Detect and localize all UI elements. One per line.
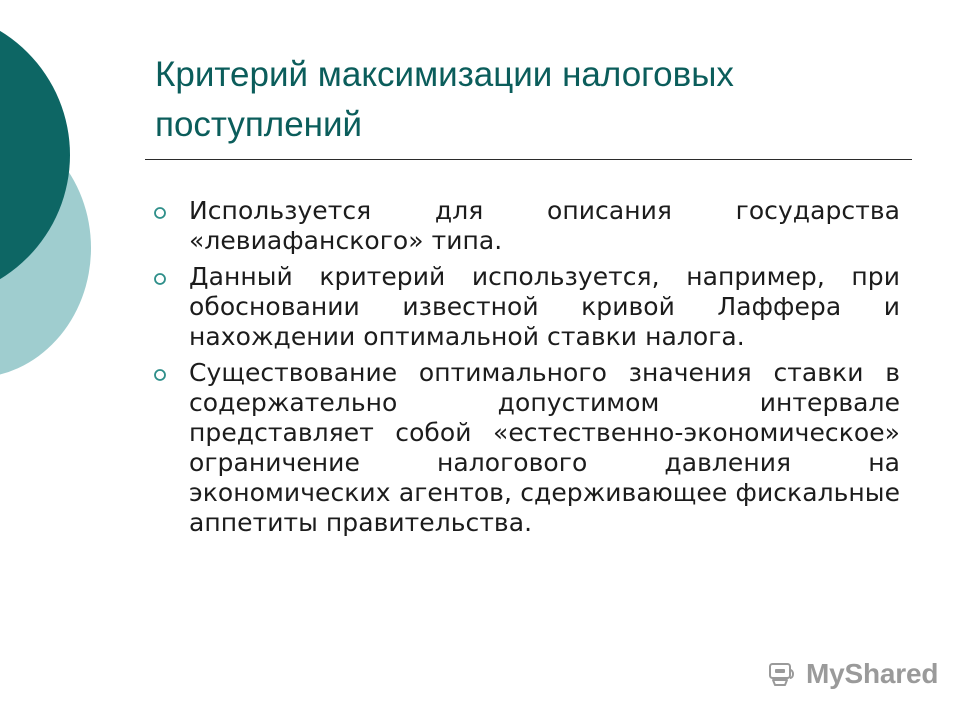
myshared-logo-icon xyxy=(766,658,798,690)
bullet-text: Существование оптимального значения ставки в содержательно допустимом интервале представляет собой «естественно-экономическое» ограничение налогового давления на экономических агентов, сдерживающее фискальные аппетиты правительства. xyxy=(189,358,900,537)
title-divider xyxy=(145,159,912,160)
bullet-list xyxy=(152,196,900,544)
watermark-logo xyxy=(766,656,938,692)
bullet-text: Используется для описания государства «левиафанского» типа. xyxy=(189,196,900,255)
ring-bullet-icon xyxy=(152,367,168,383)
watermark-text: MyShared xyxy=(806,658,939,689)
bullet-item xyxy=(152,262,900,352)
ring-bullet-icon xyxy=(152,271,168,287)
bullet-item xyxy=(152,196,900,256)
bullet-item xyxy=(152,358,900,538)
ring-bullet-icon xyxy=(152,205,168,221)
slide-title: Критерий максимизации налоговых поступлений xyxy=(155,55,734,144)
bullet-text: Данный критерий используется, например, при обосновании известной кривой Лаффера и нахождении оптимальной ставки налога. xyxy=(189,262,900,351)
